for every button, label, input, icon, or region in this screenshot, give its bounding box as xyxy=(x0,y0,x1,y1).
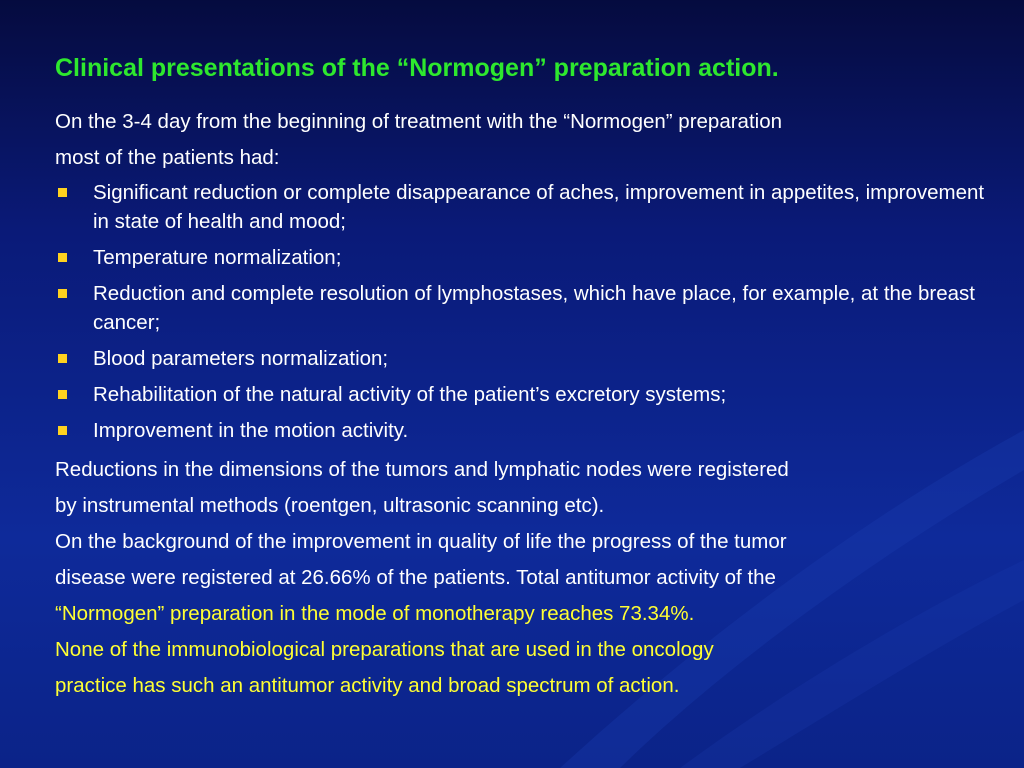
square-bullet-icon xyxy=(58,289,67,298)
list-item-text: Blood parameters normalization; xyxy=(93,347,389,370)
findings-line-4: disease were registered at 26.66% of the patients. Total antitumor activity of the xyxy=(55,566,776,589)
list-item xyxy=(55,178,990,236)
square-bullet-icon xyxy=(58,354,67,363)
list-item xyxy=(55,416,990,445)
symptom-list xyxy=(55,178,990,445)
highlight-line-2: None of the immunobiological preparations that are used in the oncology xyxy=(55,638,714,661)
list-item xyxy=(55,344,990,373)
highlight-line-1: “Normogen” preparation in the mode of monotherapy reaches 73.34%. xyxy=(55,602,695,625)
square-bullet-icon xyxy=(58,253,67,262)
slide-content xyxy=(55,50,990,704)
list-item-text: Temperature normalization; xyxy=(93,246,342,269)
findings-line-2: by instrumental methods (roentgen, ultrasonic scanning etc). xyxy=(55,494,605,517)
square-bullet-icon xyxy=(58,426,67,435)
list-item xyxy=(55,380,990,409)
list-item-text: Reduction and complete resolution of lymphostases, which have place, for example, at the breast cancer; xyxy=(93,282,975,334)
square-bullet-icon xyxy=(58,390,67,399)
intro-line-1: On the 3-4 day from the beginning of treatment with the “Normogen” preparation xyxy=(55,110,783,133)
findings-line-3: On the background of the improvement in quality of life the progress of the tumor xyxy=(55,530,787,553)
list-item-text: Rehabilitation of the natural activity of the patient’s excretory systems; xyxy=(93,383,727,406)
highlight-line-3: practice has such an antitumor activity and broad spectrum of action. xyxy=(55,674,680,697)
square-bullet-icon xyxy=(58,188,67,197)
list-item-text: Significant reduction or complete disappearance of aches, improvement in appetites, improvement in state of health and mood; xyxy=(93,181,985,233)
findings-line-1: Reductions in the dimensions of the tumors and lymphatic nodes were registered xyxy=(55,458,789,481)
intro-line-2: most of the patients had: xyxy=(55,146,280,169)
list-item-text: Improvement in the motion activity. xyxy=(93,419,409,442)
slide-title: Clinical presentations of the “Normogen” preparation action. xyxy=(55,54,779,82)
list-item xyxy=(55,243,990,272)
list-item xyxy=(55,279,990,337)
